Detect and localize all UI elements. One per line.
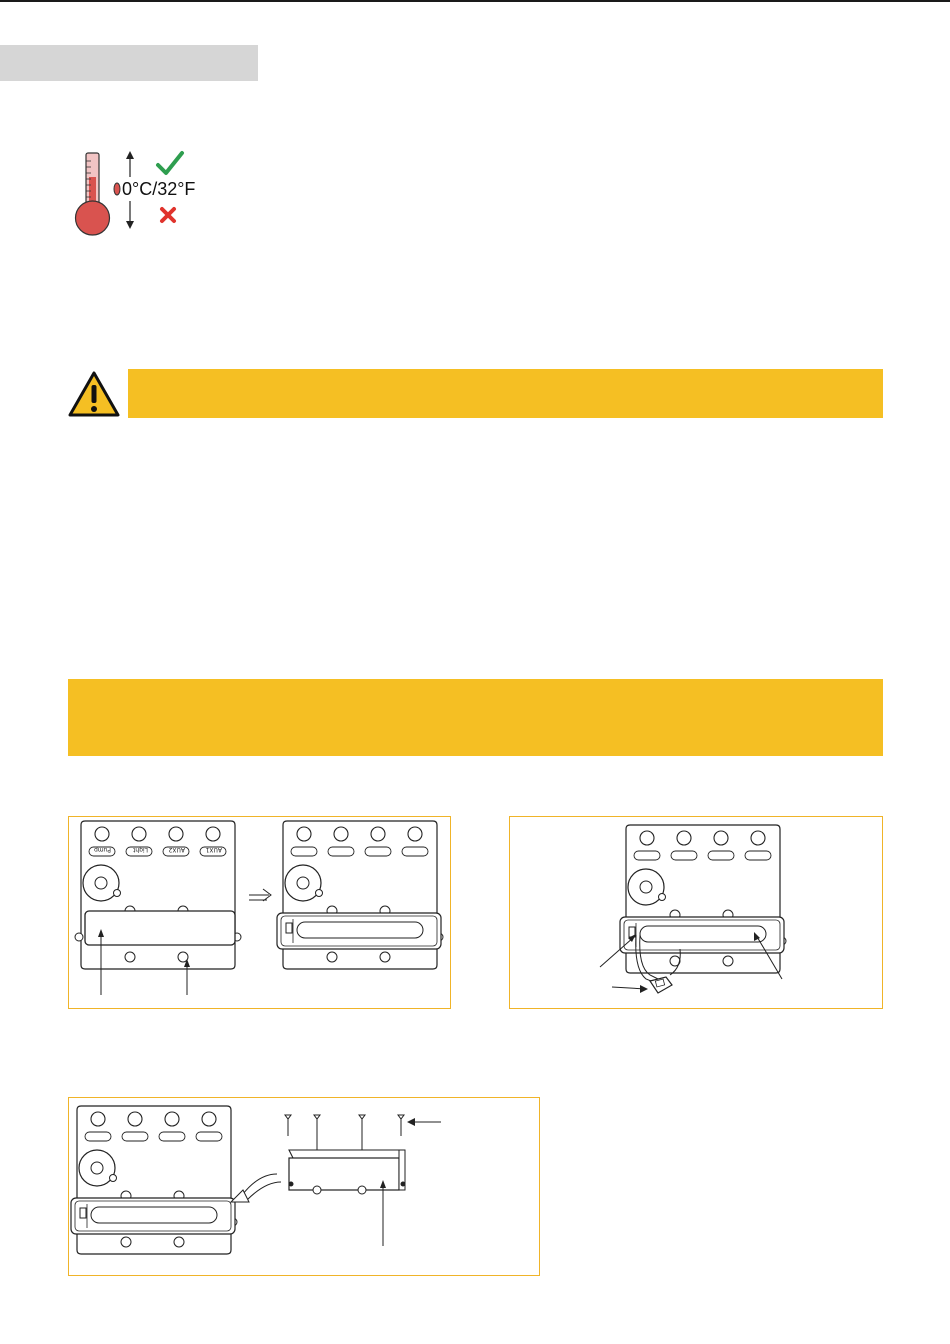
controller-cover-removed	[277, 821, 443, 969]
button-label-pump: Pump	[94, 846, 111, 853]
warning-triangle-icon	[68, 371, 120, 417]
thermometer-icon	[68, 147, 208, 237]
section-tab-bar	[0, 45, 258, 81]
controller-cover	[289, 1150, 406, 1194]
figure-1-panel	[68, 816, 451, 1009]
controller-install-cover	[71, 1106, 237, 1254]
figure-3-panel	[68, 1097, 540, 1276]
temperature-threshold-label: 0°C/32°F	[122, 179, 196, 199]
warning-banner	[128, 369, 883, 418]
red-cross-icon	[162, 209, 174, 221]
button-label-aux1: AUX1	[205, 846, 222, 853]
button-label-aux2: AUX2	[168, 846, 185, 853]
green-check-icon	[158, 153, 182, 173]
top-rule	[0, 0, 950, 2]
controller-with-connector	[620, 825, 786, 973]
note-banner	[68, 679, 883, 756]
controller-with-cover	[75, 821, 241, 969]
button-label-light: Light	[133, 846, 148, 853]
plug-icon	[650, 977, 672, 993]
figure-2-panel	[509, 816, 883, 1009]
